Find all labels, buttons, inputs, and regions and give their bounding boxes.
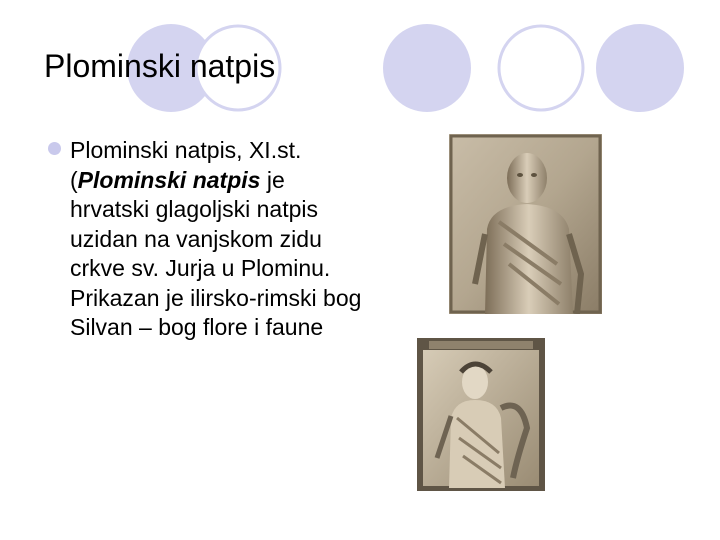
paren-open: ( (70, 166, 78, 193)
bullet-text (70, 136, 370, 343)
emphasis-text: Plominski natpis (77, 166, 261, 193)
decor-circle-5 (596, 24, 684, 112)
relief-photo-2 (417, 338, 545, 491)
decor-circle-3 (383, 24, 471, 112)
bullet-rest: je hrvatski glagoljski natpis uzidan na vanjskom zidu crkve sv. Jurja u Plominu. Prikazan je ilirsko-rimski bog Silvan – bog flore i faune (70, 166, 362, 340)
slide-title: Plominski natpis (44, 48, 276, 84)
bullet-line-1: Plominski natpis, XI.st. (70, 137, 302, 163)
relief-image-2 (417, 338, 545, 491)
decor-circle-4 (499, 26, 583, 110)
relief-photo-1 (449, 134, 602, 314)
bullet-dot-icon (48, 142, 61, 155)
relief-image-1 (449, 134, 602, 314)
